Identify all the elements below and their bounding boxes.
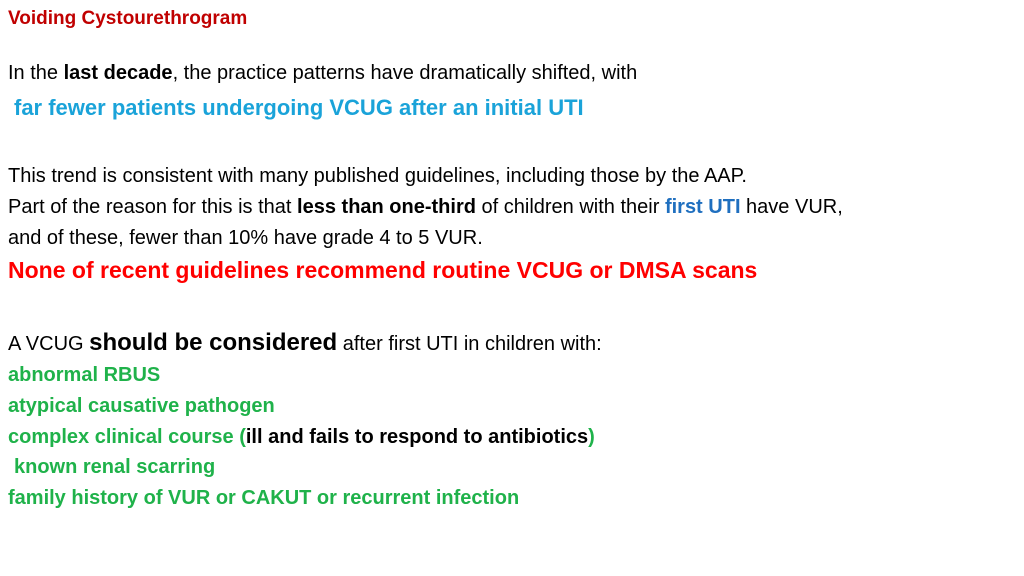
consider-text-bold: should be considered [89,329,338,356]
highlight-line: far fewer patients undergoing VCUG after an initial UTI [14,95,584,120]
consider-text-c: after first UTI in children with: [337,333,602,355]
page-title: Voiding Cystourethrogram [8,8,248,29]
intro-text-a: In the [8,62,64,84]
grade-line: and of these, fewer than 10% have grade 4 to 5 VUR. [8,227,483,249]
intro-text-bold: last decade [63,62,173,84]
trend-line: This trend is consistent with many published guidelines, including those by the AAP. [8,165,747,187]
criteria-item-3 [8,426,595,449]
reason-text-c: of children with their [475,196,665,218]
consider-line [8,329,602,357]
reason-line [8,196,843,219]
consider-text-a: A VCUG [8,333,90,355]
criteria-item-3-a: complex clinical course ( [8,426,246,448]
reason-text-bold: less than one-third [297,196,476,218]
reason-text-first-uti: first UTI [664,196,741,218]
criteria-item-3-c: ) [588,426,595,448]
criteria-item-3-b: ill and fails to respond to antibiotics [245,426,589,448]
criteria-item-1: abnormal RBUS [8,364,161,386]
criteria-item-5: family history of VUR or CAKUT or recurrent infection [8,487,520,509]
intro-text-c: , the practice patterns have dramatically shifted, with [172,62,638,84]
criteria-item-4: known renal scarring [14,456,216,478]
guideline-statement: None of recent guidelines recommend routine VCUG or DMSA scans [8,257,758,283]
reason-text-e: have VUR, [740,196,843,218]
reason-text-a: Part of the reason for this is that [8,196,298,218]
intro-line [8,62,637,85]
criteria-item-2: atypical causative pathogen [8,395,275,417]
